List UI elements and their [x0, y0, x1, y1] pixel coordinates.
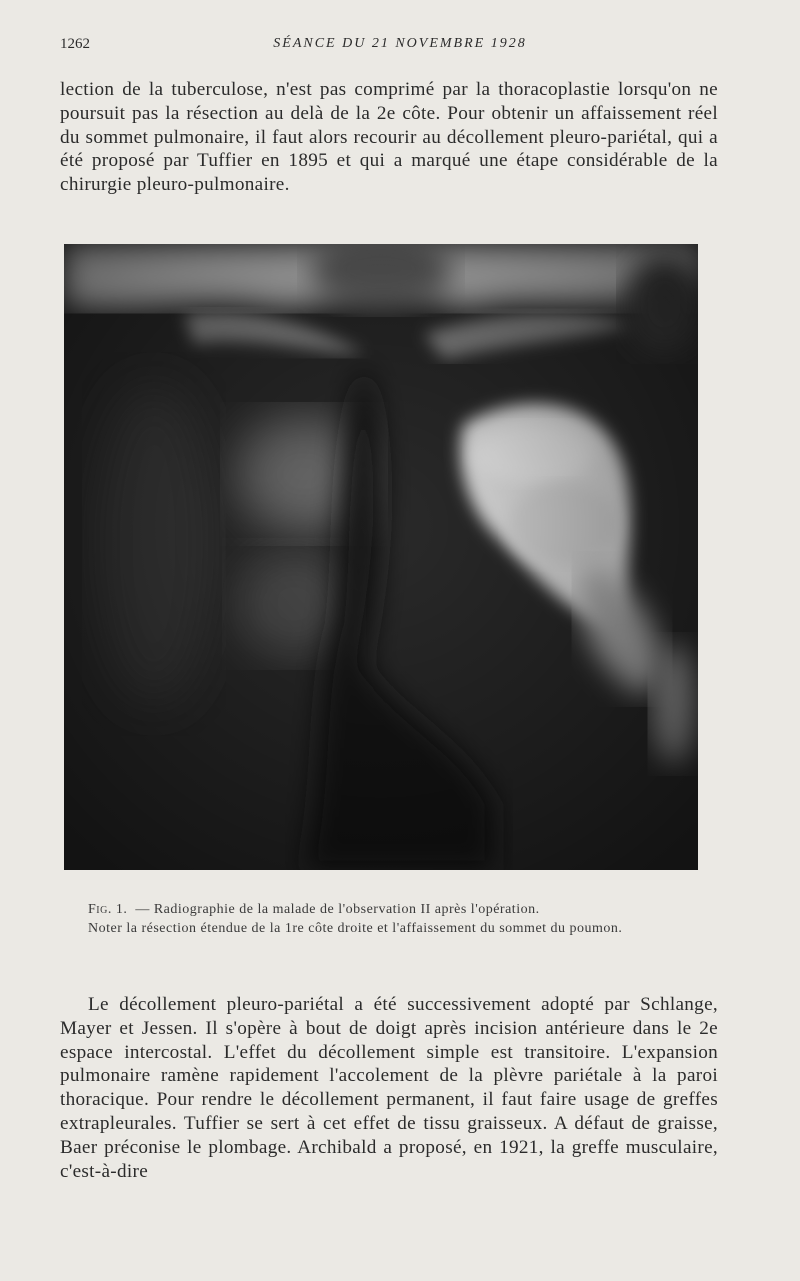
radiograph-image — [64, 244, 698, 870]
page-number: 1262 — [60, 36, 90, 52]
chest-radiograph-figure — [64, 244, 698, 870]
caption-line-2: Noter la résection étendue de la 1re côte droite et l'affaissement du sommet du poumon. — [88, 921, 623, 936]
body-paragraph-bottom: Le décollement pleuro-pariétal a été successivement adopté par Schlange, Mayer et Jessen. Il s'opère à bout de doigt après incision antérieure dans le 2e espace intercostal. L'effet du décollement simple est transitoire. L'expansion pulmonaire ramène rapidement l'accolement de la plèvre pariétale à la paroi thoracique. Pour rendre le décollement permanent, il faut faire usage de greffes extrapleurales. Tuffier se sert à cet effet de tissu graisseux. A défaut de graisse, Baer préconise le plombage. Archibald a proposé, en 1921, la greffe musculaire, c'est-à-dire — [60, 994, 718, 1182]
running-title: SÉANCE DU 21 NOVEMBRE 1928 — [273, 36, 527, 51]
caption-line-1: — Radiographie de la malade de l'observation II après l'opération. — [135, 902, 540, 917]
figure-label: Fig. 1. — [88, 902, 128, 917]
body-paragraph-top: lection de la tuberculose, n'est pas comprimé par la thoracoplastie lorsqu'on ne poursuit pas la résection au delà de la 2e côte. Pour obtenir un affaissement réel du sommet pulmonaire, il faut alors recourir au décollement pleuro-pariétal, qui a été proposé par Tuffier en 1895 et qui a marqué une étape considérable de la chirurgie pleuro-pulmonaire. — [60, 79, 718, 196]
running-header — [60, 36, 740, 60]
figure-caption — [88, 900, 712, 938]
